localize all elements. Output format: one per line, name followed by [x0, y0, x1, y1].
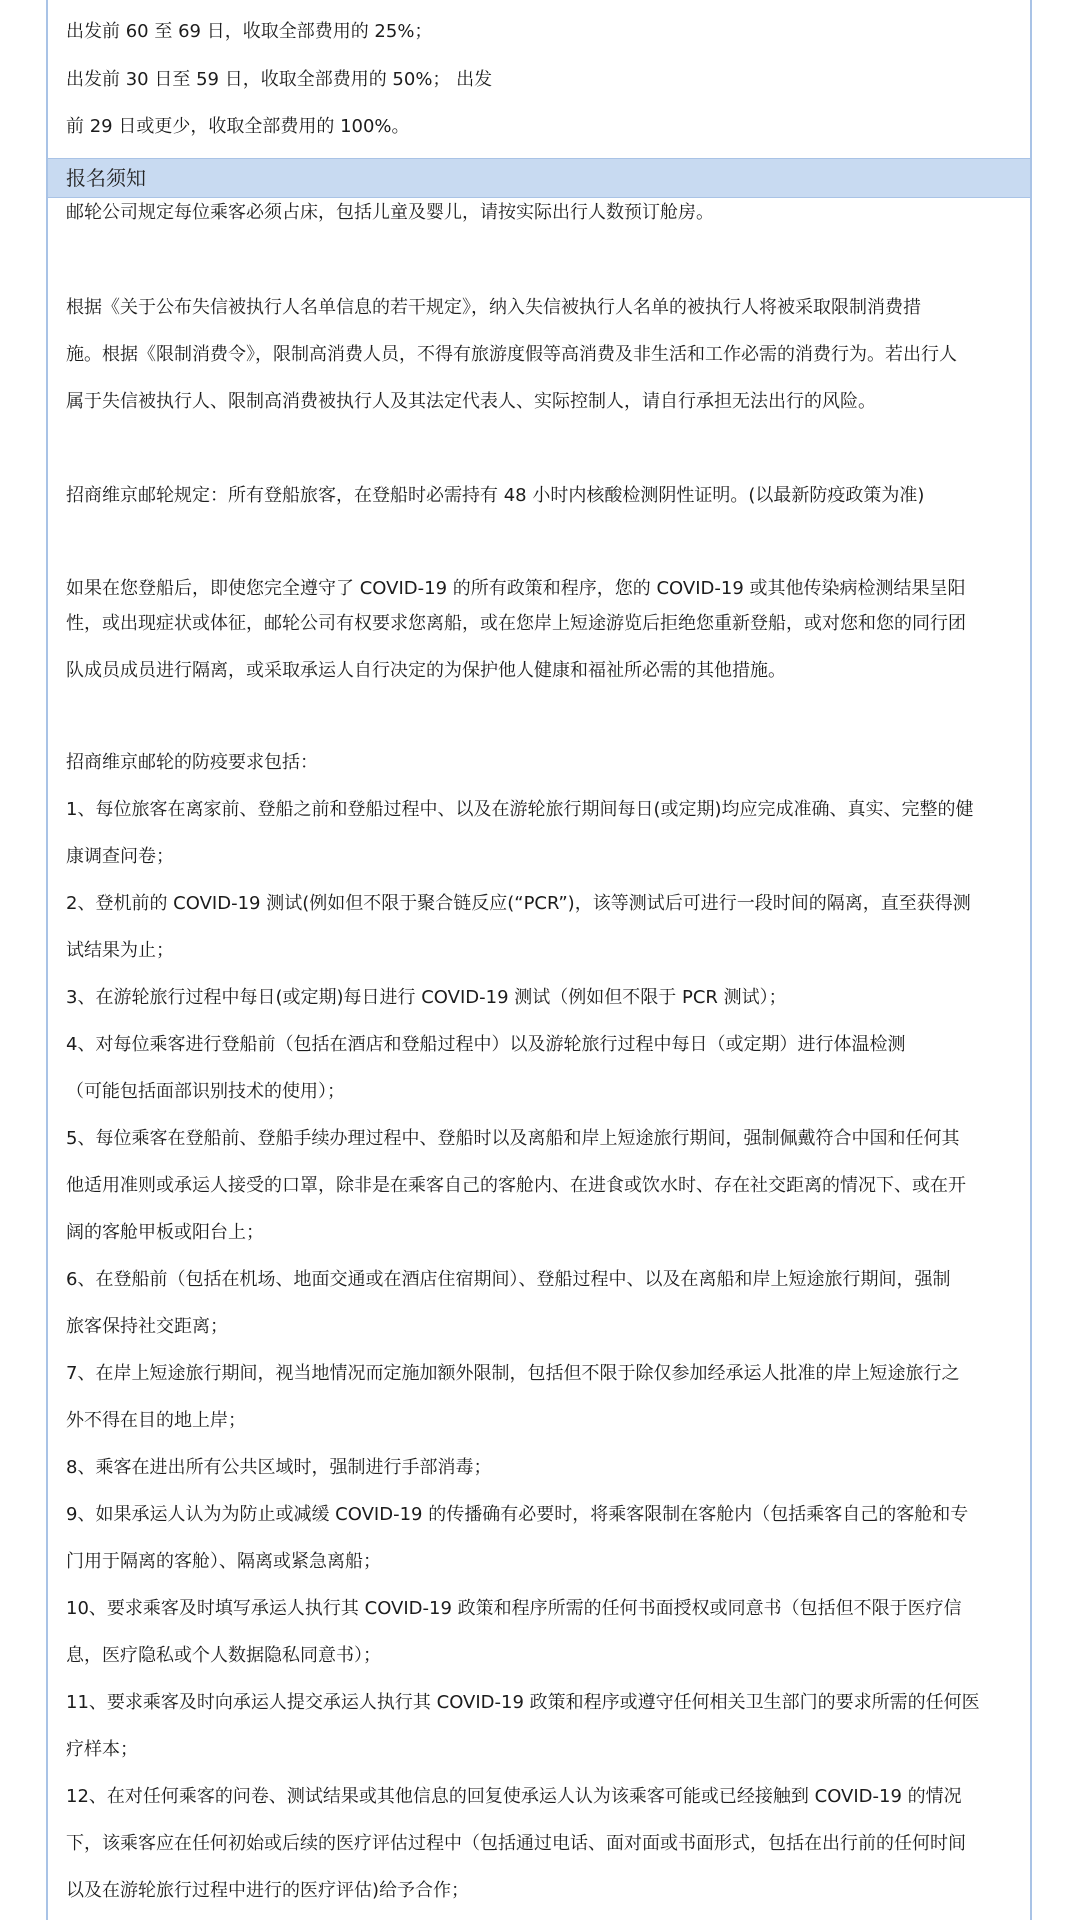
notice-line: 他适用准则或承运人接受的口罩，除非是在乘客自己的客舱内、在进食或饮水时、存在社交距离的情况下、或在开 — [66, 1175, 966, 1196]
notice-line: 下，该乘客应在任何初始或后续的医疗评估过程中（包括通过电话、面对面或书面形式，包括在出行前的任何时间 — [66, 1833, 966, 1854]
section-header — [48, 158, 1030, 198]
notice-line: 4、对每位乘客进行登船前（包括在酒店和登船过程中）以及游轮旅行过程中每日（或定期）进行体温检测 — [66, 1034, 906, 1055]
notice-line: 队成员成员进行隔离，或采取承运人自行决定的为保护他人健康和福祉所必需的其他措施。 — [66, 660, 786, 681]
notice-line: 10、要求乘客及时填写承运人执行其 COVID-19 政策和程序所需的任何书面授权或同意书（包括但不限于医疗信 — [66, 1598, 962, 1619]
notice-line: 试结果为止； — [66, 940, 174, 961]
notice-line: 1、每位旅客在离家前、登船之前和登船过程中、以及在游轮旅行期间每日(或定期)均应完成准确、真实、完整的健 — [66, 799, 974, 820]
notice-line: 康调查问卷； — [66, 846, 174, 867]
notice-line: 招商维京邮轮的防疫要求包括： — [66, 752, 318, 773]
cancellation-line: 出发前 30 日至 59 日，收取全部费用的 50%； 出发 — [66, 69, 493, 90]
notice-line: 疗样本； — [66, 1739, 138, 1760]
cancellation-line: 前 29 日或更少，收取全部费用的 100%。 — [66, 116, 410, 137]
notice-line: 2、登机前的 COVID-19 测试(例如但不限于聚合链反应(“PCR”)，该等测试后可进行一段时间的隔离，直至获得测 — [66, 893, 971, 914]
notice-line: 阔的客舱甲板或阳台上； — [66, 1222, 264, 1243]
notice-line: 施。根据《限制消费令》，限制高消费人员，不得有旅游度假等高消费及非生活和工作必需的消费行为。若出行人 — [66, 344, 957, 365]
notice-line: 以及在游轮旅行过程中进行的医疗评估)给予合作； — [66, 1880, 470, 1901]
notice-line: 5、每位乘客在登船前、登船手续办理过程中、登船时以及离船和岸上短途旅行期间，强制佩戴符合中国和任何其 — [66, 1128, 960, 1149]
notice-line: 属于失信被执行人、限制高消费被执行人及其法定代表人、实际控制人，请自行承担无法出行的风险。 — [66, 391, 876, 412]
notice-line: 根据《关于公布失信被执行人名单信息的若干规定》，纳入失信被执行人名单的被执行人将被采取限制消费措 — [66, 297, 921, 318]
section-title: 报名须知 — [66, 166, 146, 190]
notice-line: 息，医疗隐私或个人数据隐私同意书）； — [66, 1645, 381, 1666]
notice-line: （可能包括面部识别技术的使用）； — [66, 1081, 345, 1102]
notice-line: 旅客保持社交距离； — [66, 1316, 228, 1337]
notice-line: 邮轮公司规定每位乘客必须占床，包括儿童及婴儿，请按实际出行人数预订舱房。 — [66, 202, 714, 223]
notice-line: 7、在岸上短途旅行期间，视当地情况而定施加额外限制，包括但不限于除仅参加经承运人批准的岸上短途旅行之 — [66, 1363, 960, 1384]
notice-line: 12、在对任何乘客的问卷、测试结果或其他信息的回复使承运人认为该乘客可能或已经接触到 COVID-19 的情况 — [66, 1786, 962, 1807]
notice-line: 3、在游轮旅行过程中每日(或定期)每日进行 COVID-19 测试（例如但不限于 PCR 测试）； — [66, 987, 787, 1008]
cancellation-line: 出发前 60 至 69 日，收取全部费用的 25%； — [66, 21, 433, 42]
notice-line: 9、如果承运人认为为防止或减缓 COVID-19 的传播确有必要时，将乘客限制在客舱内（包括乘客自己的客舱和专 — [66, 1504, 969, 1525]
notice-line: 外不得在目的地上岸； — [66, 1410, 246, 1431]
notice-line: 6、在登船前（包括在机场、地面交通或在酒店住宿期间）、登船过程中、以及在离船和岸上短途旅行期间，强制 — [66, 1269, 951, 1290]
content-frame — [46, 0, 1032, 1920]
notice-line: 8、乘客在进出所有公共区域时，强制进行手部消毒； — [66, 1457, 492, 1478]
notice-line: 门用于隔离的客舱）、隔离或紧急离船； — [66, 1551, 381, 1572]
notice-line: 11、要求乘客及时向承运人提交承运人执行其 COVID-19 政策和程序或遵守任何相关卫生部门的要求所需的任何医 — [66, 1692, 980, 1713]
notice-line: 招商维京邮轮规定：所有登船旅客，在登船时必需持有 48 小时内核酸检测阴性证明。(以最新防疫政策为准) — [66, 485, 925, 506]
notice-line: 性，或出现症状或体征，邮轮公司有权要求您离船，或在您岸上短途游览后拒绝您重新登船，或对您和您的同行团 — [66, 613, 966, 634]
notice-line: 如果在您登船后，即使您完全遵守了 COVID-19 的所有政策和程序，您的 COVID-19 或其他传染病检测结果呈阳 — [66, 578, 966, 599]
